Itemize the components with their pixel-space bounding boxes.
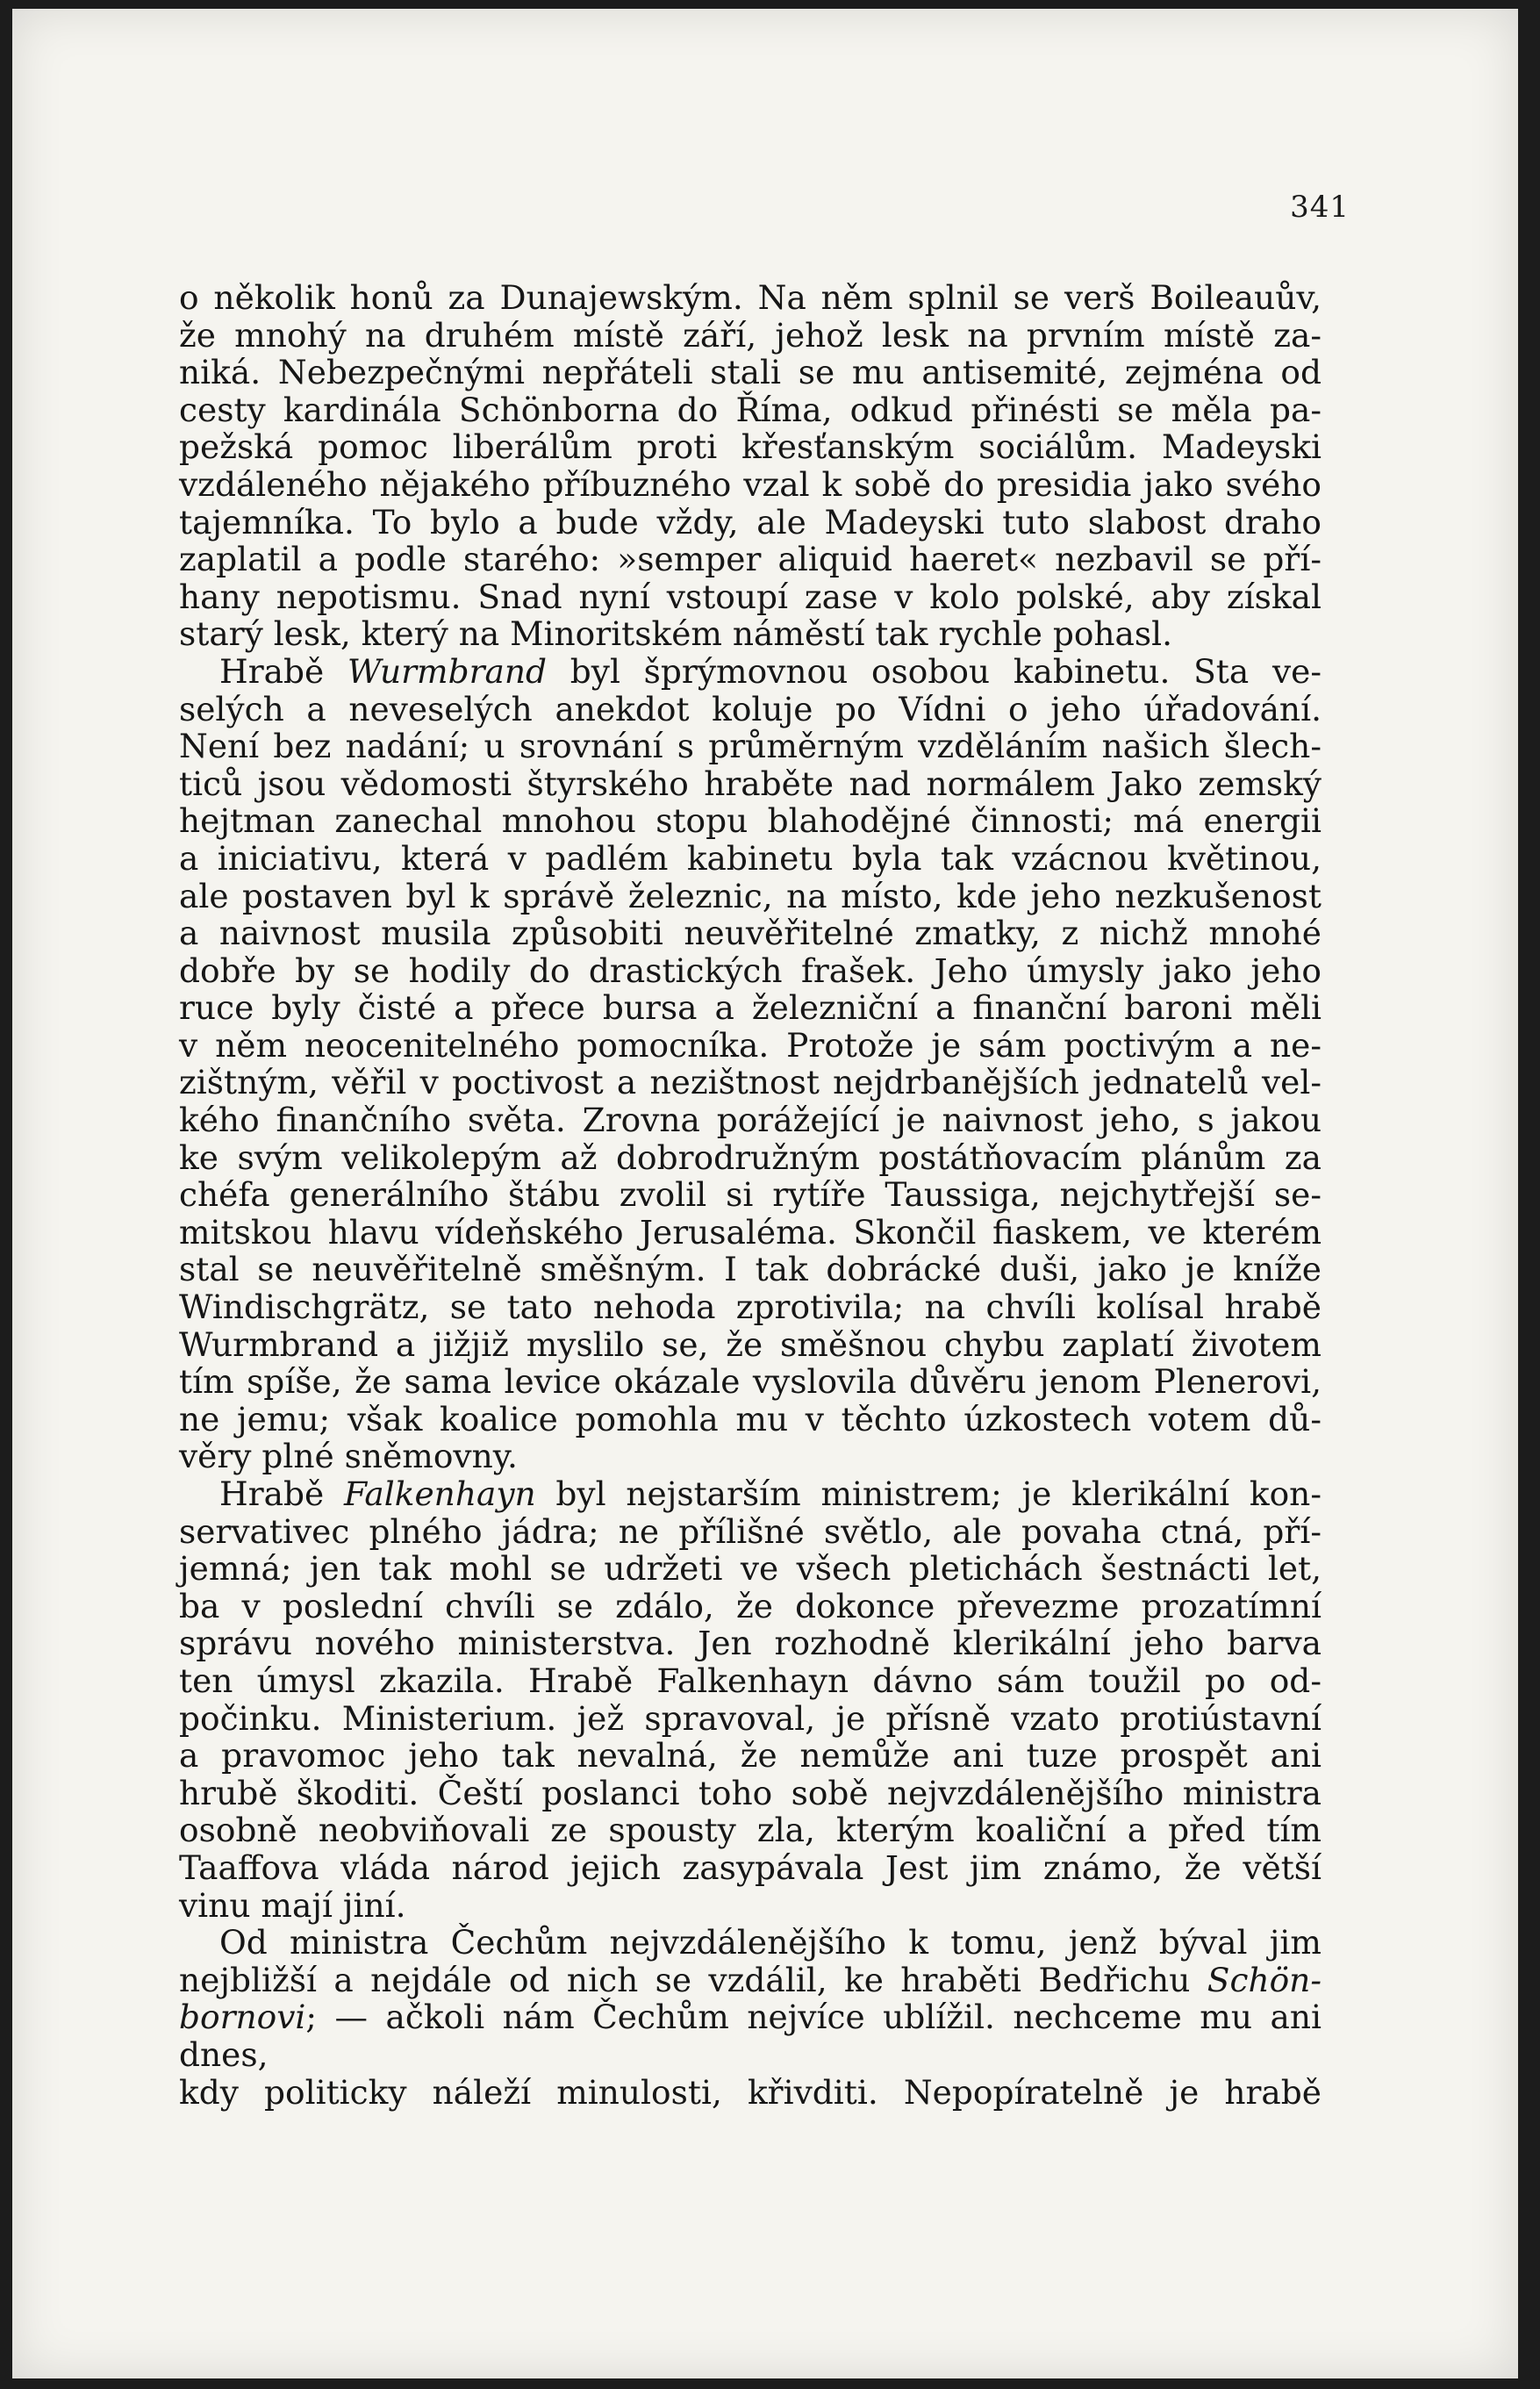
text-line: hrubě škoditi. Čeští poslanci toho sobě nejvzdálenějšího ministra <box>179 1773 1322 1812</box>
text-line: Taaffova vláda národ jejich zasypávala Jest jim známo, že větší <box>179 1847 1322 1887</box>
text-line: pežská pomoc liberálům proti křesťanským sociálům. Madeyski <box>179 427 1322 467</box>
text-line: osobně neobviňovali ze spousty zla, kterým koaliční a před tím <box>179 1811 1322 1850</box>
text-line: ruce byly čisté a přece bursa a železniční a finanční baroni měli <box>179 988 1322 1028</box>
text-line: ne jemu; však koalice pomohla mu v těchto úzkostech votem dů- <box>179 1399 1322 1438</box>
text-line: jemná; jen tak mohl se udržeti ve všech pletichách šestnácti let, <box>179 1549 1322 1589</box>
text-line: vinu mají jiní. <box>179 1885 406 1925</box>
person-name: bornovi <box>179 1998 306 2037</box>
text-line: Není bez nadání; u srovnání s průměrným vzděláním našich šlech- <box>179 727 1322 766</box>
page-number: 341 <box>1290 190 1350 225</box>
text-line: počinku. Ministerium. jež spravoval, je přísně vzato protiústavní <box>179 1698 1322 1738</box>
text-line: a naivnost musila způsobiti neuvěřitelné zmatky, z nichž mnohé <box>179 914 1322 953</box>
text-line: správu nového ministerstva. Jen rozhodně klerikální jeho barva <box>179 1624 1322 1663</box>
person-name: Schön- <box>1207 1960 1322 1999</box>
text-line: a iniciativu, která v padlém kabinetu byla tak vzácnou květinou, <box>179 838 1322 878</box>
text-line: ticů jsou vědomosti štyrského hraběte nad normálem Jako zemský <box>179 764 1322 803</box>
text-line: nejbližší a nejdále od nich se vzdálil, ke hraběti Bedřichu Schön- <box>179 1960 1322 1999</box>
text-line: Hrabě Falkenhayn byl nejstarším ministrem; je klerikální kon- <box>219 1474 1322 1513</box>
text-line: hany nepotismu. Snad nyní vstoupí zase v kolo polské, aby získal <box>179 577 1322 616</box>
text-line: selých a neveselých anekdot koluje po Vídni o jeho úřadování. <box>179 689 1322 728</box>
text-line: ke svým velikolepým až dobrodružným postátňovacím plánům za <box>179 1137 1322 1177</box>
text-line: bornovi; — ačkoli nám Čechům nejvíce ublížil. nechceme mu ani dnes, <box>179 1998 1322 2074</box>
text-line: kdy politicky náleží minulosti, křivditi. Nepopíratelně je hrabě <box>179 2072 1322 2112</box>
text-line: Windischgrätz, se tato nehoda zprotivila; na chvíli kolísal hrabě <box>179 1288 1322 1327</box>
book-page <box>12 9 1518 2378</box>
text-line: Hrabě Wurmbrand byl šprýmovnou osobou kabinetu. Sta ve- <box>219 651 1322 691</box>
text-line: servativec plného jádra; ne přílišné světlo, ale povaha ctná, pří- <box>179 1511 1322 1551</box>
text-line: tajemníka. To bylo a bude vždy, ale Madeyski tuto slabost draho <box>179 502 1322 542</box>
text-line: kého finančního světa. Zrovna porážející je naivnost jeho, s jakou <box>179 1101 1322 1140</box>
text-line: zištným, věřil v poctivost a nezištnost nejdrbanějších jednatelů vel- <box>179 1063 1322 1102</box>
person-name: Falkenhayn <box>343 1474 536 1513</box>
text-line: niká. Nebezpečnými nepřáteli stali se mu antisemité, zejména od <box>179 353 1322 392</box>
text-line: mitskou hlavu vídeňského Jerusaléma. Skončil fiaskem, ve kterém <box>179 1212 1322 1252</box>
text-line: v něm neocenitelného pomocníka. Protože je sám poctivým a ne- <box>179 1025 1322 1065</box>
text-line: zaplatil a podle starého: »semper aliquid haeret« nezbavil se pří- <box>179 540 1322 579</box>
text-line: stal se neuvěřitelně směšným. I tak dobrácké duši, jako je kníže <box>179 1250 1322 1289</box>
person-name: Wurmbrand <box>347 651 548 691</box>
body-text <box>179 279 1322 2111</box>
text-line: starý lesk, který na Minoritském náměstí tak rychle pohasl. <box>179 614 1173 654</box>
text-line: a pravomoc jeho tak nevalná, že nemůže ani tuze prospět ani <box>179 1736 1322 1776</box>
text-line: ten úmysl zkazila. Hrabě Falkenhayn dávno sám toužil po od- <box>179 1661 1322 1700</box>
text-line: Wurmbrand a jižjiž myslilo se, že směšnou chybu zaplatí životem <box>179 1324 1322 1364</box>
text-line: věry plné sněmovny. <box>179 1437 518 1476</box>
text-line: tím spíše, že sama levice okázale vyslovila důvěru jenom Plenerovi, <box>179 1362 1322 1402</box>
text-line: Od ministra Čechům nejvzdálenějšího k tomu, jenž býval jim <box>219 1923 1322 1962</box>
text-line: o několik honů za Dunajewským. Na něm splnil se verš Boileauův, <box>179 278 1322 317</box>
text-line: vzdáleného nějakého příbuzného vzal k sobě do presidia jako svého <box>179 464 1322 504</box>
text-line: cesty kardinála Schönborna do Říma, odkud přinésti se měla pa- <box>179 390 1322 429</box>
text-line: že mnohý na druhém místě září, jehož lesk na prvním místě za- <box>179 315 1322 355</box>
text-line: dobře by se hodily do drastických frašek. Jeho úmysly jako jeho <box>179 951 1322 990</box>
text-line: ba v poslední chvíli se zdálo, že dokonce převezme prozatímní <box>179 1586 1322 1625</box>
text-line: chéfa generálního štábu zvolil si rytíře Taussiga, nejchytřejší se- <box>179 1175 1322 1215</box>
text-line: hejtman zanechal mnohou stopu blahodějné činnosti; má energii <box>179 801 1322 841</box>
text-line: ale postaven byl k správě železnic, na místo, kde jeho nezkušenost <box>179 876 1322 915</box>
